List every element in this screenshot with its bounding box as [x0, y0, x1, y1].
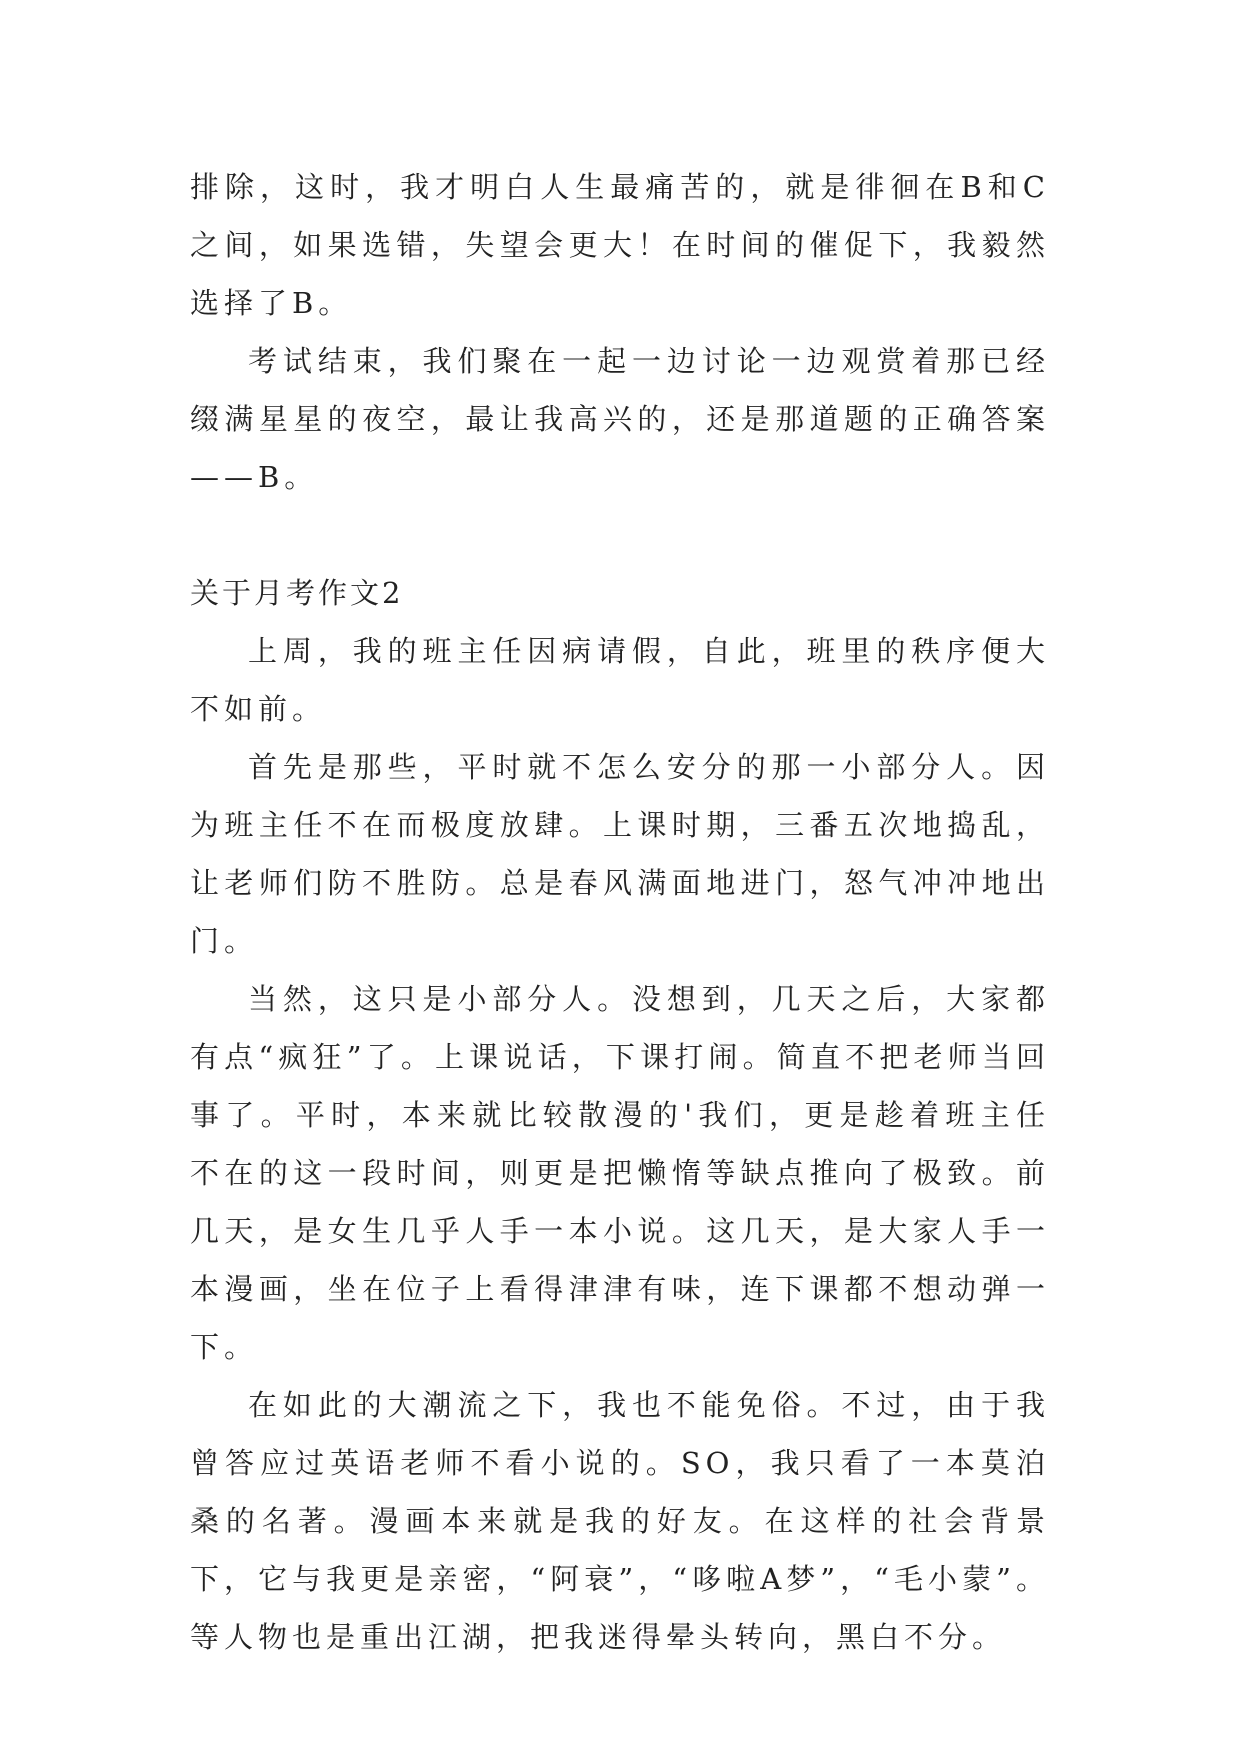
- paragraph-continued: 排除，这时，我才明白人生最痛苦的，就是徘徊在B和C之间，如果选错，失望会更大！在时间的催促下，我毅然选择了B。: [190, 170, 1050, 320]
- paragraph-2: 首先是那些，平时就不怎么安分的那一小部分人。因为班主任不在而极度放肆。上课时期，三番五次地捣乱，让老师们防不胜防。总是春风满面地进门，怒气冲冲地出门。: [190, 750, 1050, 958]
- section-title: 关于月考作文2: [190, 576, 404, 610]
- paragraph-4: 在如此的大潮流之下，我也不能免俗。不过，由于我曾答应过英语老师不看小说的。SO，我只看了一本莫泊桑的名著。漫画本来就是我的好友。在这样的社会背景下，它与我更是亲密，“阿衰”，“哆啦A梦”，“毛小蒙”。等人物也是重出江湖，把我迷得晕头转向，黑白不分。: [190, 1388, 1050, 1654]
- paragraph-1: 上周，我的班主任因病请假，自此，班里的秩序便大不如前。: [190, 634, 1050, 726]
- paragraph-3: 当然，这只是小部分人。没想到，几天之后，大家都有点“疯狂”了。上课说话，下课打闹。简直不把老师当回事了。平时，本来就比较散漫的'我们，更是趁着班主任不在的这一段时间，则更是把懒惰等缺点推向了极致。前几天，是女生几乎人手一本小说。这几天，是大家人手一本漫画，坐在位子上看得津津有味，连下课都不想动弹一下。: [190, 982, 1050, 1364]
- document-body: [190, 158, 1050, 1666]
- paragraph-exam-end: 考试结束，我们聚在一起一边讨论一边观赏着那已经缀满星星的夜空，最让我高兴的，还是那道题的正确答案——B。: [190, 344, 1050, 494]
